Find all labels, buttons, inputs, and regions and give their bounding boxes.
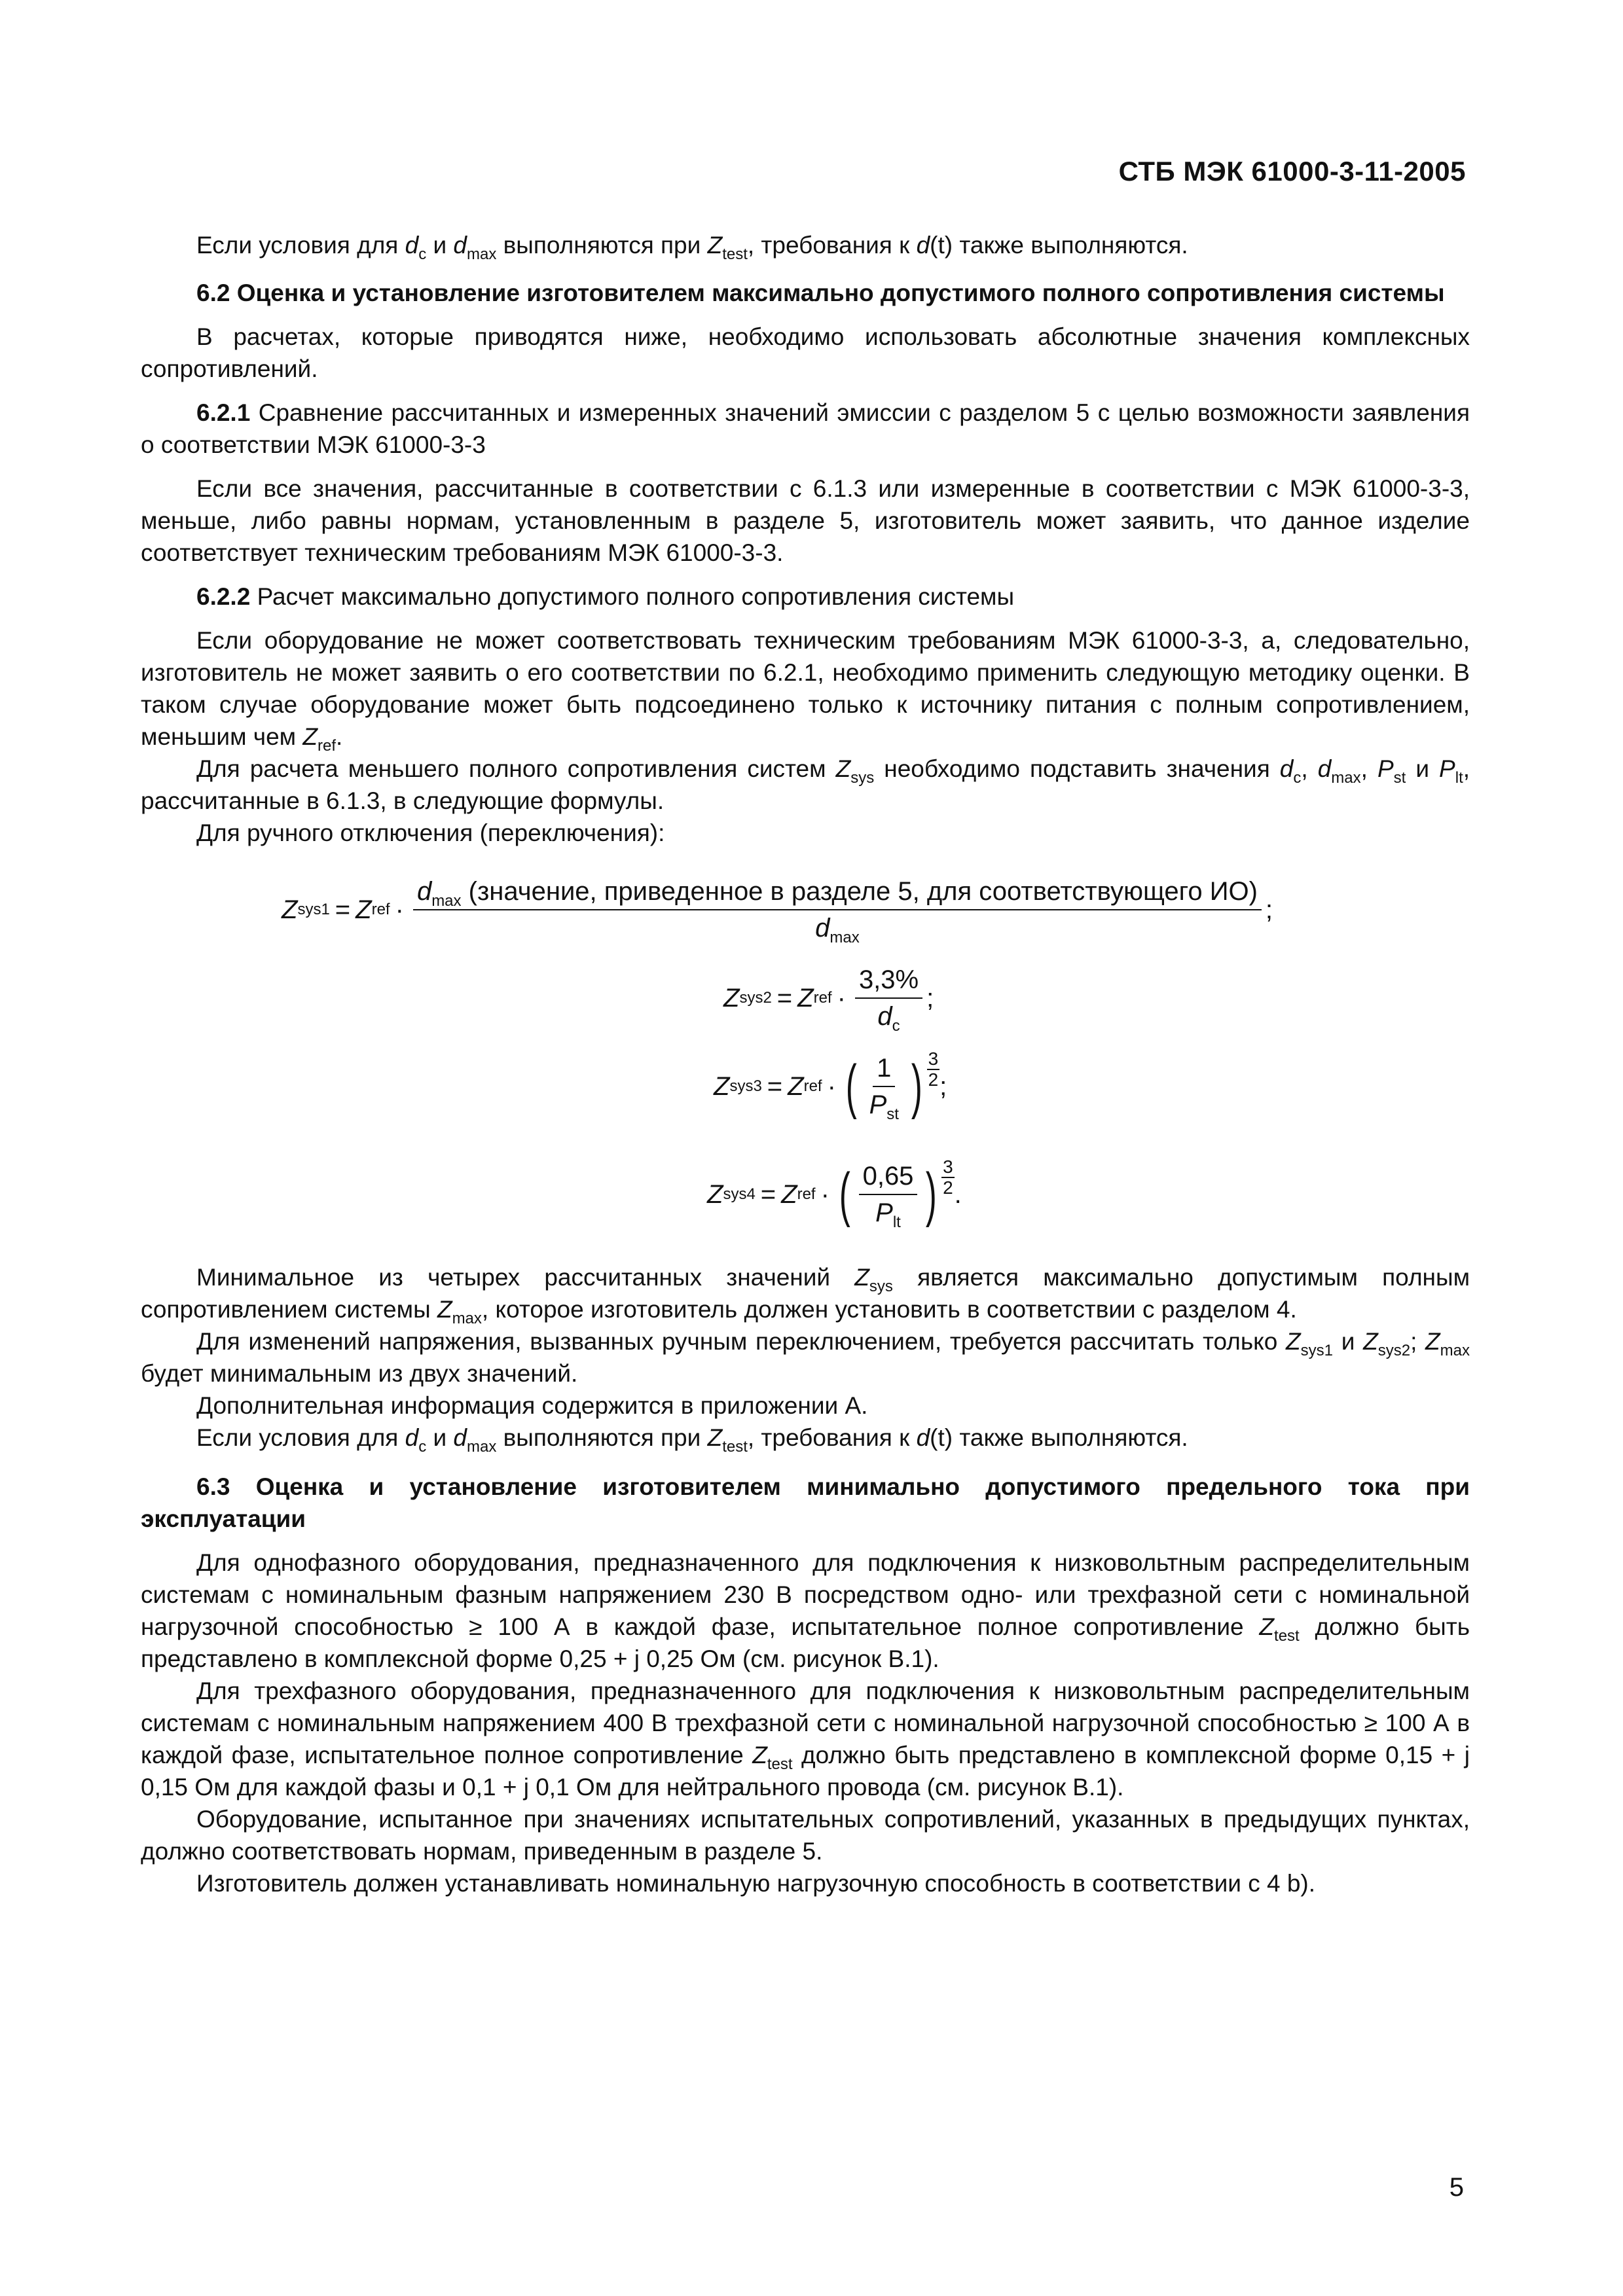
section-6-2-2-p2: Для расчета меньшего полного сопротивления систем $Z_{sys}$ необходимо подставить значения $d_c$, $d_{max}$, $P_{st}$ и $P_{lt}$, рассчитанные в 6.1.3, в следующие формулы. [141, 755, 1470, 814]
formula-zsys4: Z sys4 = Z ref · ( $\frac{0,65}{P_{lt}}$ ) 3 2 . [707, 1157, 962, 1231]
section-6-2-1-title: 6.2.1 Сравнение рассчитанных и измеренных значений эмиссии с разделом 5 с целью возможности заявления о соответствии МЭК 61000-3-3 [141, 399, 1470, 458]
section-6-3-heading: 6.3 Оценка и установление изготовителем минимально допустимого предельного тока при эксплуатации [141, 1473, 1470, 1532]
formula-zsys1: Z sys1 = Z ref · $d_{max}$ (значение, приведенное в разделе 5, для соответствующего ИО) $d_{max}$ ; [282, 877, 1273, 946]
section-6-3-p3: Оборудование, испытанное при значениях испытательных сопротивлений, указанных в предыдущих пунктах, должно соответствовать нормам, приведенным в разделе 5. [141, 1806, 1470, 1865]
section-6-2-2-title: 6.2.2 Расчет максимально допустимого полного сопротивления системы [196, 583, 1015, 610]
annex-reference: Дополнительная информация содержится в приложении А. [196, 1392, 868, 1419]
formula-zsys1-fraction: $d_{max}$ (значение, приведенное в разделе 5, для соответствующего ИО) $d_{max}$ [413, 876, 1262, 943]
formula-zsys4-fraction: $\frac{0,65}{P_{lt}}$ [859, 1161, 918, 1228]
repeat-condition-line: Если условия для $d_c$ и $d_{max}$ выполняются при $Z_{test}$, требования к d(t) также выполняются. [196, 1424, 1188, 1456]
document-body [141, 229, 1470, 1899]
formula-zsys2-fraction: $\frac{3,3\%}{d_c}$ [855, 965, 922, 1031]
section-6-2-heading: 6.2 Оценка и установление изготовителем максимально допустимого полного сопротивления системы [196, 279, 1445, 306]
section-6-3-p4: Изготовитель должен устанавливать номинальную нагрузочную способность в соответствии с 4 b). [196, 1870, 1316, 1897]
formula-zsys3: Z sys3 = Z ref · ( $\frac{1}{P_{st}}$ ) 3 2 ; [714, 1049, 947, 1123]
section-6-3-p1: Для однофазного оборудования, предназначенного для подключения к низковольтным распределительным системам с номинальным фазным напряжением 230 В посредством одно- или трехфазной сети с номинальной нагрузочной способностью ≥ 100 А в каждой фазе, испытательное полное сопротивление $Z_{test}$ должно быть представлено в комплексной форме 0,25 + j 0,25 Ом (см. рисунок В.1). [141, 1549, 1470, 1672]
section-6-2-2-p1: Если оборудование не может соответствовать техническим требованиям МЭК 61000-3-3, а, следовательно, изготовитель не может заявить о его соответствии по 6.2.1, необходимо применить следующую методику оценки. В таком случае оборудование может быть подсоединено только к источнику питания с полным сопротивлением, меньшим чем $Z_{ref}$. [141, 627, 1470, 755]
intro-condition-line: Если условия для $d_c$ и $d_{max}$ выполняются при $Z_{test}$, требования к d(t) также выполняются. [196, 232, 1188, 263]
manual-switching-paragraph: Для изменений напряжения, вызванных ручным переключением, требуется рассчитать только $Z_{sys1}$ и $Z_{sys2}$; $Z_{max}$ будет минимальным из двух значений. [141, 1328, 1470, 1387]
section-6-2-1-body: Если все значения, рассчитанные в соответствии с 6.1.3 или измеренные в соответствии с МЭК 61000-3-3, меньше, либо равны нормам, установленным в разделе 5, изготовитель может заявить, что данное изделие соответствует техническим требованиям МЭК 61000-3-3. [141, 475, 1470, 566]
formula-zsys2: Z sys2 = Z ref · $\frac{3,3\%}{d_c}$ ; [723, 965, 934, 1035]
section-6-2-intro: В расчетах, которые приводятся ниже, необходимо использовать абсолютные значения комплексных сопротивлений. [141, 323, 1470, 382]
formula-zsys3-exponent: 3 2 [928, 1049, 939, 1090]
section-6-3-p2: Для трехфазного оборудования, предназначенного для подключения к низковольтным распределительным системам с номинальным напряжением 400 В трехфазной сети с номинальной нагрузочной способностью ≥ 100 А в каждой фазе, испытательное полное сопротивление $Z_{test}$ должно быть представлено в комплексной форме 0,15 + j 0,15 Ом для каждой фазы и 0,1 + j 0,1 Ом для нейтрального провода (см. рисунок В.1). [141, 1677, 1470, 1801]
document-code: СТБ МЭК 61000-3-11-2005 [1118, 156, 1466, 187]
min-zsys-paragraph: Минимальное из четырех рассчитанных значений $Z_{sys}$ является максимально допустимым полным сопротивлением системы $Z_{max}$, которое изготовитель должен установить в соответствии с разделом 4. [141, 1264, 1470, 1327]
formula-block [141, 870, 1470, 1249]
formula-zsys4-exponent: 3 2 [943, 1157, 953, 1198]
formula-zsys3-fraction: $\frac{1}{P_{st}}$ [869, 1054, 899, 1123]
page-number: 5 [1449, 2173, 1464, 2202]
section-6-2-2-p3: Для ручного отключения (переключения): [196, 819, 665, 846]
